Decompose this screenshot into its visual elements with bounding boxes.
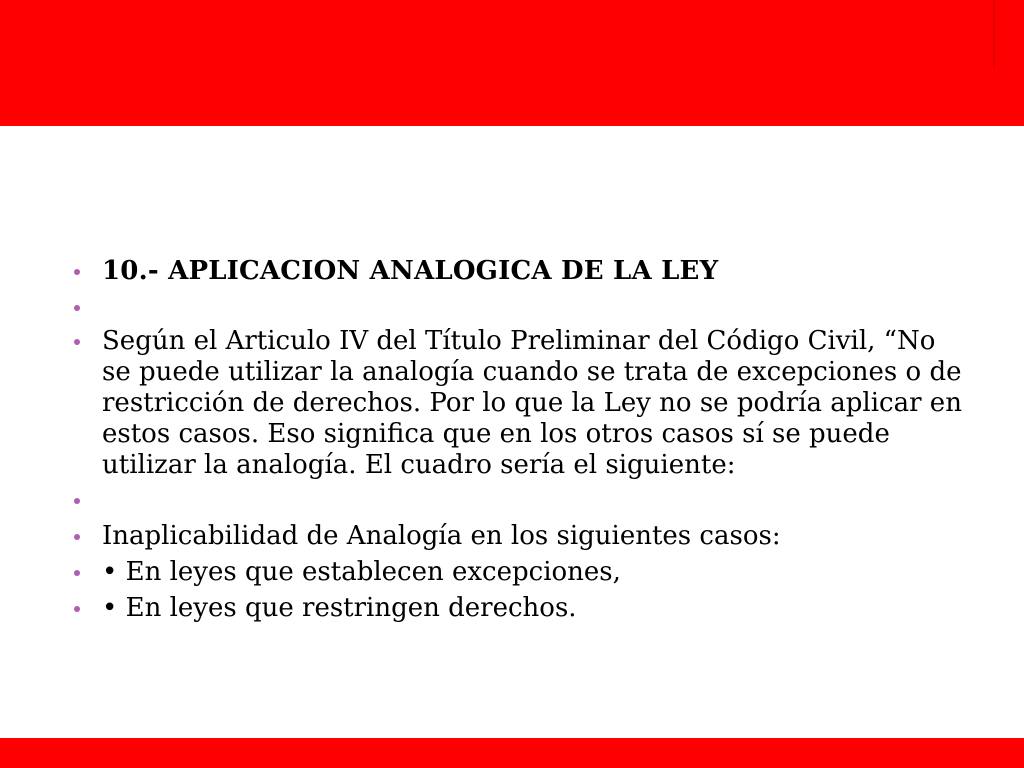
bullet-dot-icon [74, 534, 80, 540]
case-exceptions-text: • En leyes que establecen excepciones, [102, 557, 621, 587]
bullet-heading [72, 254, 972, 288]
top-band-accent-line [993, 0, 995, 68]
slide-heading: 10.- APLICACION ANALOGICA DE LA LEY [102, 256, 719, 286]
bullet-dot-icon [74, 305, 80, 311]
case-restrictions-text: • En leyes que restringen derechos. [102, 593, 577, 623]
bullet-empty [72, 290, 972, 324]
bullet-dot-icon [74, 498, 80, 504]
bullet-dot-icon [74, 269, 80, 275]
bullet-dot-icon [74, 570, 80, 576]
bullet-dot-icon [74, 606, 80, 612]
bullet-case-restrictions [72, 591, 972, 625]
bottom-red-band [0, 738, 1024, 768]
subheading-text: Inaplicabilidad de Analogía en los siguientes casos: [102, 521, 781, 551]
paragraph-text: Según el Articulo IV del Título Preliminar del Código Civil, “No se puede utilizar la analogía cuando se trata de excepciones o de restricción de derechos. Por lo que la Ley no se podría aplicar en estos casos. Eso significa que en los otros casos sí se puede utilizar la analogía. El cuadro sería el siguiente: [102, 326, 962, 480]
slide-content [72, 254, 972, 627]
bullet-case-exceptions [72, 555, 972, 589]
bullet-paragraph [72, 326, 972, 481]
bullet-list [72, 254, 972, 625]
top-red-band [0, 0, 1024, 126]
bullet-dot-icon [74, 339, 80, 345]
bullet-subheading [72, 519, 972, 553]
bullet-empty [72, 483, 972, 517]
